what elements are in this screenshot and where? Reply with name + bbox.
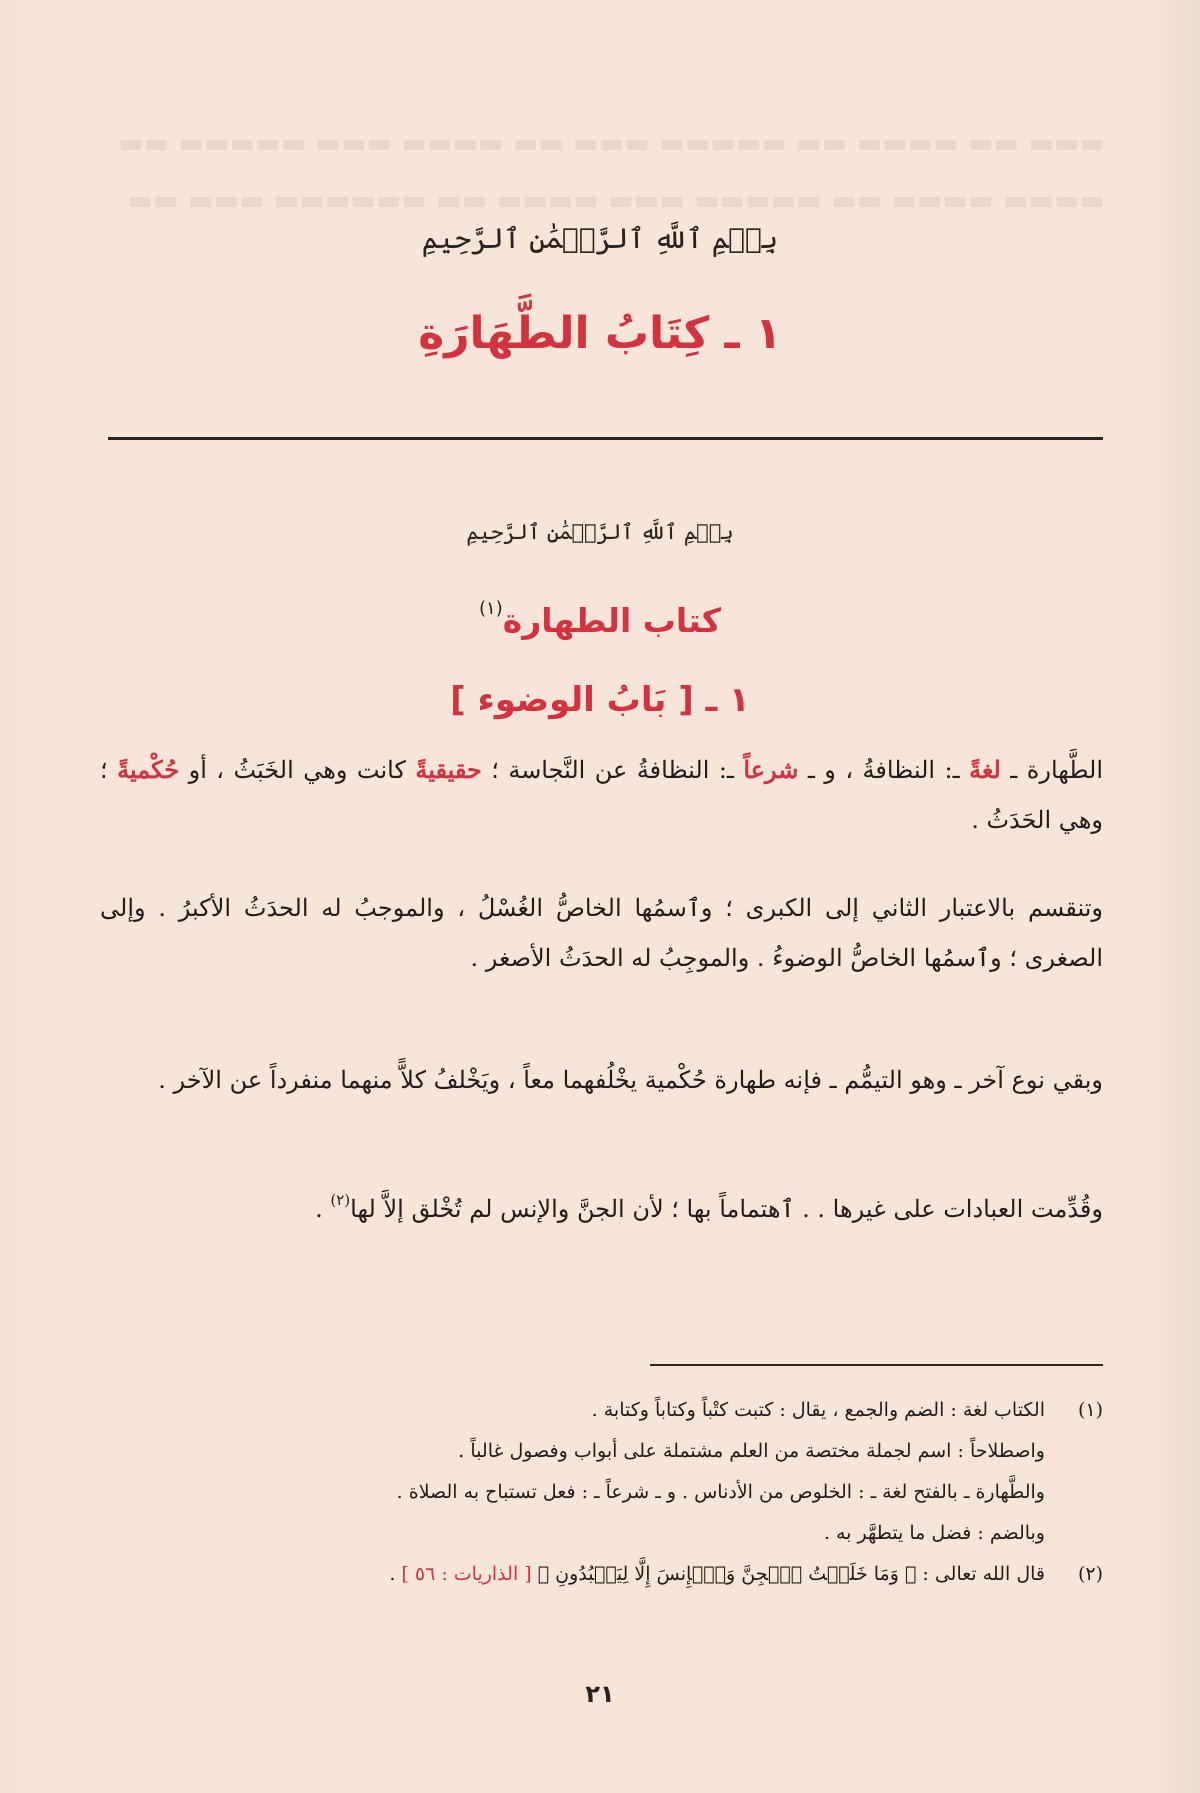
- paragraph-definition: [100, 745, 1103, 845]
- paragraph-division: [100, 883, 1103, 983]
- header-divider: [108, 437, 1103, 440]
- section-book-title: [0, 598, 1200, 640]
- text-run: الطَّهارة ـ: [1000, 756, 1103, 784]
- text-run: ـ: النظافةُ ، و ـ: [798, 756, 970, 784]
- text-run: .: [315, 1195, 331, 1223]
- footnote-number: (١): [1077, 1399, 1103, 1421]
- chapter-title: ١ ـ [ بَابُ الوضوء ]: [450, 680, 750, 720]
- quran-verse: ﴿ وَمَا خَلَقۡتُ ٱلۡجِنَّ وَٱلۡإِنسَ إِلَّا لِيَعۡبُدُونِ ﴾: [537, 1563, 917, 1585]
- footnote-ref-1[interactable]: (١): [479, 598, 503, 619]
- footnote-line: والطَّهارة ـ بالفتح لغة ـ : الخلوص من الأدناس . و ـ شرعاً ـ : فعل تستباح به الصلاة .: [396, 1481, 1045, 1503]
- footnote-suffix: .: [389, 1563, 402, 1585]
- bleed-through-text: ▬▬▬ ▬▬ ▬▬▬▬ ▬▬ ▬▬▬▬▬ ▬▬▬ ▬▬ ▬▬▬▬ ▬▬▬ ▬▬▬▬▬ ▬▬: [118, 128, 1105, 159]
- paragraph-text: وقُدِّمت العبادات على غيرها . . ٱهتماماً بها ؛ لأن الجنَّ والإنس لم تُخْلق إلاَّ لها: [350, 1195, 1103, 1223]
- basmala-heading: بِسۡمِ ٱللَّهِ ٱلرَّحۡمَٰنِ ٱلرَّحِيمِ: [421, 222, 779, 255]
- page-number: ٢١: [585, 1680, 615, 1708]
- footnote-line: [100, 1554, 1045, 1595]
- paragraph-text: وبقي نوع آخر ـ وهو التيمُّم ـ فإنه طهارة حُكْمية يخْلُفهما معاً ، ويَخْلفُ كلاًّ منهما منفرداً عن الآخر .: [158, 1066, 1103, 1094]
- footnote-prefix: قال الله تعالى :: [916, 1563, 1045, 1585]
- paragraph-worship-priority: [100, 1175, 1103, 1234]
- highlight-term: حقيقيةً: [415, 755, 482, 784]
- footnote-1: [100, 1390, 1103, 1431]
- footnote-line: وبالضم : فضل ما يتطهَّر به .: [823, 1522, 1045, 1544]
- text-run: ـ: النظافةُ عن النَّجاسة ؛: [481, 756, 744, 784]
- text-run: ؛ وهي الحَدَثُ .: [100, 756, 1103, 834]
- paragraph-text: وتنقسم بالاعتبار الثاني إلى الكبرى ؛ وٱسمُها الخاصُّ الغُسْلُ ، والموجبُ له الحدَثُ الأكبرُ . وإلى الصغرى ؛ وٱسمُها الخاصُّ الوضوءُ . والموجِبُ له الحدَثُ الأصغر .: [100, 894, 1104, 972]
- footnote-line: واصطلاحاً : اسم لجملة مختصة من العلم مشتملة على أبواب وفصول غالباً .: [458, 1440, 1045, 1462]
- text-run: كانت وهي الخَبَثُ ، أو: [179, 756, 416, 784]
- bleed-through-text: ▬▬▬▬ ▬▬▬▬ ▬▬ ▬▬▬▬▬ ▬▬▬ ▬▬▬▬ ▬▬ ▬▬▬▬▬▬ ▬▬▬ ▬▬: [127, 185, 1105, 216]
- footnote-2: [100, 1554, 1103, 1595]
- footnote-line: الكتاب لغة : الضم والجمع ، يقال : كتبت كتْباً وكتاباً وكتابة .: [591, 1399, 1045, 1421]
- highlight-term: حُكْميةً: [117, 755, 180, 784]
- highlight-term: شرعاً: [743, 755, 799, 784]
- paragraph-tayammum: [100, 1055, 1103, 1105]
- footnote-divider: [650, 1364, 1103, 1366]
- section-basmala: بِسۡمِ ٱللَّهِ ٱلرَّحۡمَٰنِ ٱلرَّحِيمِ: [466, 520, 734, 544]
- surah-reference: [ الذاريات : ٥٦ ]: [401, 1563, 532, 1585]
- section-book-title-text: كتاب الطهارة: [502, 601, 721, 640]
- book-title-heading: ١ ـ كِتَابُ الطَّهَارَةِ: [418, 308, 782, 359]
- highlight-term: لغةً: [969, 755, 1001, 784]
- footnotes: [100, 1390, 1103, 1595]
- footnote-ref-2[interactable]: (٢): [330, 1191, 351, 1209]
- footnote-number: (٢): [1077, 1563, 1103, 1585]
